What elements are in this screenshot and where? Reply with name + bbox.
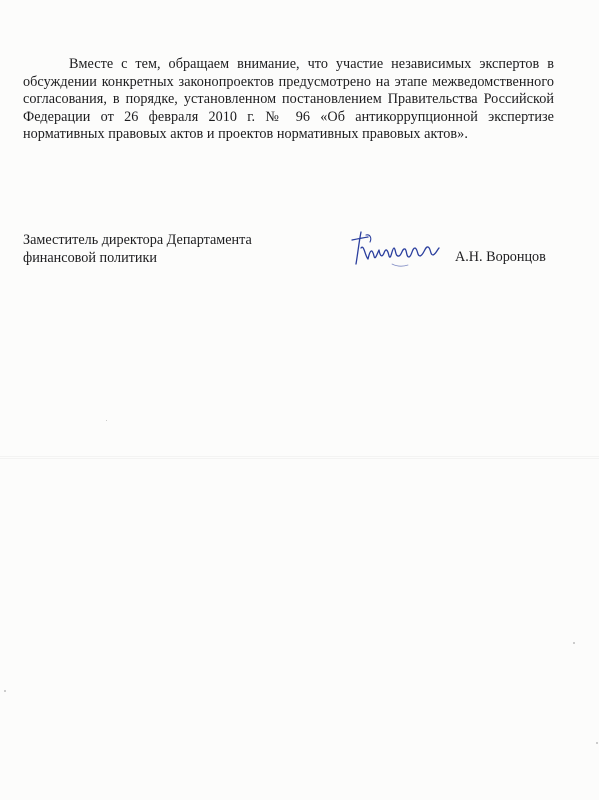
handwritten-signature [346, 226, 446, 272]
signatory-title-line-2: финансовой политики [23, 249, 157, 266]
signatory-name: А.Н. Воронцов [455, 249, 546, 265]
scan-speck [573, 642, 575, 644]
scan-artifact-line [0, 458, 599, 459]
scan-speck [4, 690, 6, 692]
scan-speck [596, 742, 598, 744]
scan-artifact-line [0, 456, 599, 457]
letter-body-text: Вместе с тем, обращаем внимание, что участие независимых экспертов в обсуждении конкретных законопроектов предусмотрено на этапе межведомственного согласования, в порядке, установленном постановлением Правительства Российской Федерации от 26 февраля 2010 г. № 96 «Об антикоррупционной экспертизе нормативных правовых актов и проектов нормативных правовых актов». [23, 56, 554, 143]
letter-body-paragraph [23, 56, 554, 144]
signatory-title [23, 232, 252, 267]
signatory-title-line-1: Заместитель директора Департамента [23, 232, 252, 248]
scan-speck [106, 420, 107, 421]
